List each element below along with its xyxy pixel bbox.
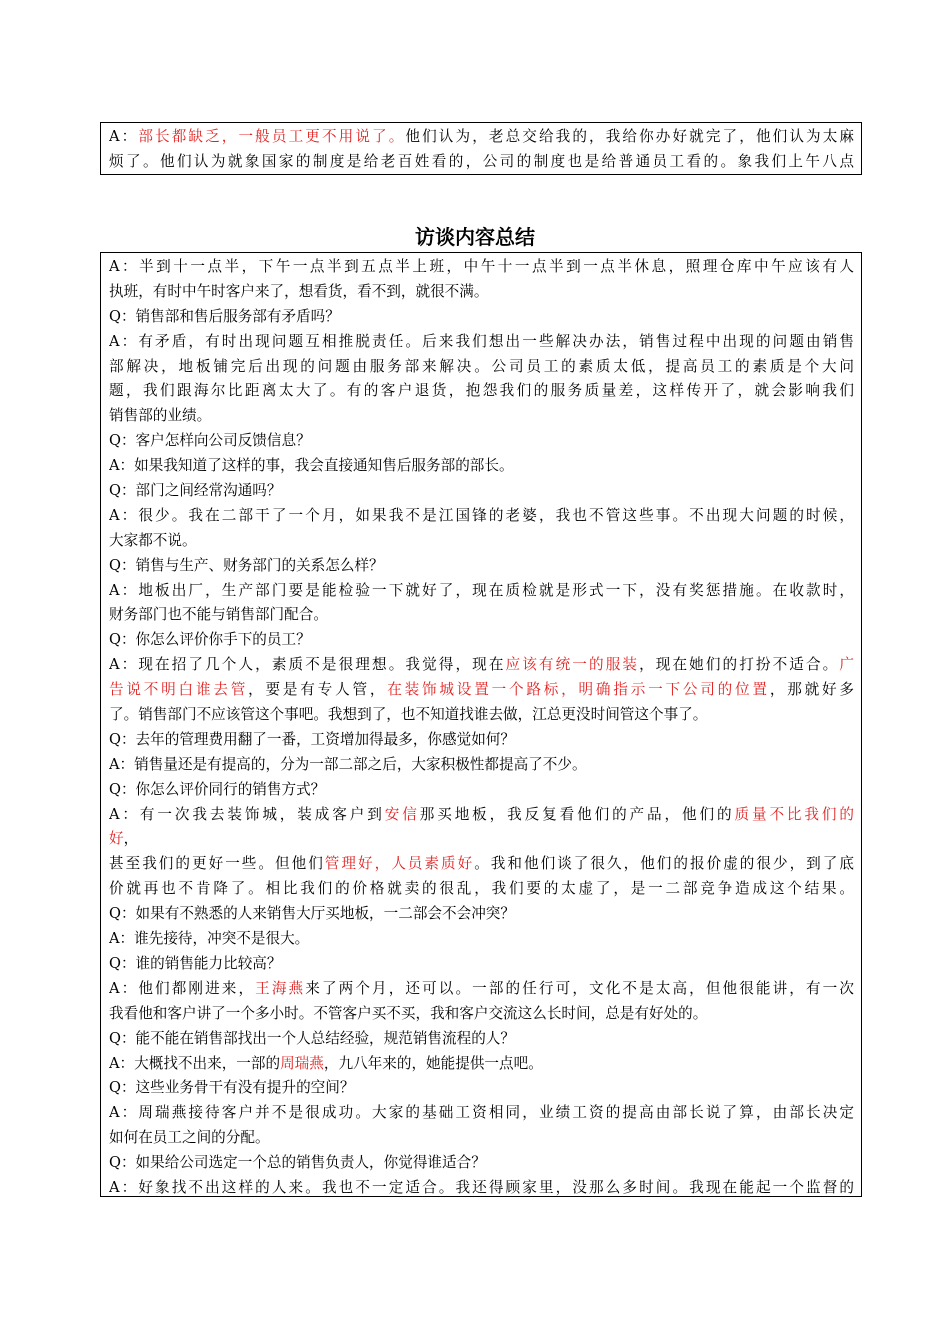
text-line [109,803,854,828]
text-line [109,255,854,280]
text-segment: ，现在她们的打扮不适合。 [639,656,840,674]
text-segment: Q：销售与生产、财务部门的关系怎么样？ [109,556,384,574]
text-segment: Q：去年的管理费用翻了一番，工资增加得最多，你感觉如何？ [109,730,515,748]
text-segment: A：有矛盾，有时出现问题互相推脱责任。后来我们想出一些解决办法，销售过程中出现的问题由销售 [109,332,854,350]
text-segment: Q：客户怎样向公司反馈信息？ [109,432,311,450]
text-line [109,1052,854,1077]
text-segment: Q：能不能在销售部找出一个人总结经验，规范销售流程的人？ [109,1029,515,1047]
highlighted-text: 周瑞燕 [280,1054,324,1072]
text-line [109,379,854,404]
text-line [109,902,854,927]
text-line [109,653,854,678]
text-segment: Q：谁的销售能力比较高？ [109,954,282,972]
text-line [109,404,854,429]
highlighted-text: 告说不明白谁去管 [109,681,249,699]
text-segment: A：如果我知道了这样的事，我会直接通知售后服务部的部长。 [109,457,514,475]
text-line [109,1126,854,1151]
text-segment: A：销售量还是有提高的，分为一部二部之后，大家积极性都提高了不少。 [109,755,587,773]
text-segment: Q：如果有不熟悉的人来销售大厅买地板，一二部会不会冲突？ [109,905,515,923]
text-segment: 大家都不说。 [109,531,197,549]
highlighted-text: 广 [839,656,854,674]
text-segment: A：有一次我去装饰城，装成客户到 [109,805,385,823]
text-line [109,529,854,554]
text-segment: A： [109,128,139,145]
text-line [109,877,854,902]
highlighted-text: 安信 [384,805,420,823]
highlighted-text: 部长都缺乏，一般员工更不用说了。 [138,128,406,145]
text-segment: Q：销售部和售后服务部有矛盾吗？ [109,307,340,325]
text-segment: 执班，有时中午时客户来了，想看货，看不到，就很不满。 [109,282,489,300]
text-line [109,603,854,628]
text-segment: ，那就好多 [769,681,854,699]
text-segment: A：半到十一点半，下午一点半到五点半上班，中午十一点半到一点半休息，照理仓库中午应该有人 [109,258,854,275]
section-title: 访谈内容总结 [415,225,535,249]
text-segment: 。我和他们谈了很久，他们的报价虚的很少，到了底 [474,855,854,873]
text-segment: ， [123,830,139,848]
text-line [109,1076,854,1101]
text-line [109,429,854,454]
text-segment: Q：你怎么评价你手下的员工？ [109,631,311,649]
text-segment: A：周瑞燕接待客户并不是很成功。大家的基础工资相同，业绩工资的提高由部长说了算，由部长决定 [109,1104,854,1122]
text-line [109,579,854,604]
text-segment: 财务部门也不能与销售部门配合。 [109,606,328,624]
text-segment: A：谁先接待，冲突不是很大。 [109,930,310,948]
text-segment: 如何在员工之间的分配。 [109,1129,270,1147]
text-line [109,280,854,305]
text-line [109,703,854,728]
text-segment: 销售部的业绩。 [109,407,212,425]
text-segment: 我看他和客户讲了一个多小时。不管客户买不买，我和客户交流这么长时间，总是有好处的。 [109,1004,708,1022]
text-line [109,952,854,977]
highlighted-text: 应该有统一的服装 [505,656,640,674]
text-line [109,1151,854,1176]
text-segment: A：他们都刚进来， [109,979,256,997]
highlighted-text: 王海燕 [255,979,306,997]
text-line [109,150,854,175]
text-line [109,927,854,952]
text-segment: Q：部门之间经常沟通吗？ [109,482,282,500]
text-segment: 部解决，地板铺完后出现的问题由服务部来解决。公司员工的素质太低，提高员工的素质是个大问 [109,357,854,375]
text-line [109,1027,854,1052]
text-line [109,852,854,877]
text-line [109,753,854,778]
text-segment: 来了两个月，还可以。一部的任行可，文化不是太高，但他很能讲，有一次 [305,979,854,997]
text-line [109,330,854,355]
text-segment: ，要是有专人管， [248,681,388,699]
text-segment: A：现在招了几个人，素质不是很理想。我觉得，现在 [109,656,506,674]
text-line [109,628,854,653]
text-line [109,125,854,150]
text-segment: 价就再也不肯降了。相比我们的价格就卖的很乱，我们要的太虚了，是一二部竞争造成这个结果。 [109,880,854,898]
text-line [109,479,854,504]
text-line [109,305,854,330]
text-line [109,977,854,1002]
text-segment: A：大概找不出来，一部的 [109,1054,281,1072]
highlighted-text: 管理好，人员素质好 [324,855,475,873]
interview-excerpt-box-top [100,122,862,175]
text-line [109,1002,854,1027]
text-segment: A：很少。我在二部干了一个月，如果我不是江国锋的老婆，我也不管这些事。不出现大问题的时候， [109,506,854,524]
text-segment: A：好象找不出这样的人来。我也不一定适合。我还得顾家里，没那么多时间。我现在能起一个监督的 [109,1178,854,1196]
text-segment: A：地板出厂，生产部门要是能检验一下就好了，现在质检就是形式一下，没有奖惩措施。在收款时， [109,581,854,599]
text-segment: 题，我们跟海尔比距离太大了。有的客户退货，抱怨我们的服务质量差，这样传开了，就会影响我们 [109,382,854,400]
text-segment: Q：你怎么评价同行的销售方式？ [109,780,326,798]
text-segment: 甚至我们的更好一些。但他们 [109,855,325,873]
highlighted-text: 质量不比我们的 [734,805,854,823]
text-segment: 烦了。他们认为就象国家的制度是给老百姓看的，公司的制度也是给普通员工看的。象我们上午八点 [109,152,854,170]
text-line [109,678,854,703]
text-line [109,504,854,529]
text-line [109,1101,854,1126]
text-line [109,454,854,479]
text-segment: Q：这些业务骨干有没有提升的空间？ [109,1079,355,1097]
text-line [109,554,854,579]
text-line [109,778,854,803]
text-segment: 了。销售部门不应该管这个事吧。我想到了，也不知道找谁去做，江总更没时间管这个事了。 [109,706,708,724]
text-segment: 那买地板，我反复看他们的产品，他们的 [419,805,735,823]
text-segment: Q：如果给公司选定一个总的销售负责人，你觉得谁适合？ [109,1154,486,1172]
text-line [109,1176,854,1201]
text-line [109,355,854,380]
highlighted-text: 在装饰城设置一个路标，明确指示一下公司的位置 [387,681,770,699]
text-line [109,728,854,753]
text-segment: ，九八年来的，她能提供一点吧。 [323,1054,543,1072]
interview-summary-box [100,252,862,1197]
text-line [109,827,854,852]
highlighted-text: 好 [109,830,124,848]
text-segment: 他们认为，老总交给我的，我给你办好就完了，他们认为太麻 [405,128,854,145]
